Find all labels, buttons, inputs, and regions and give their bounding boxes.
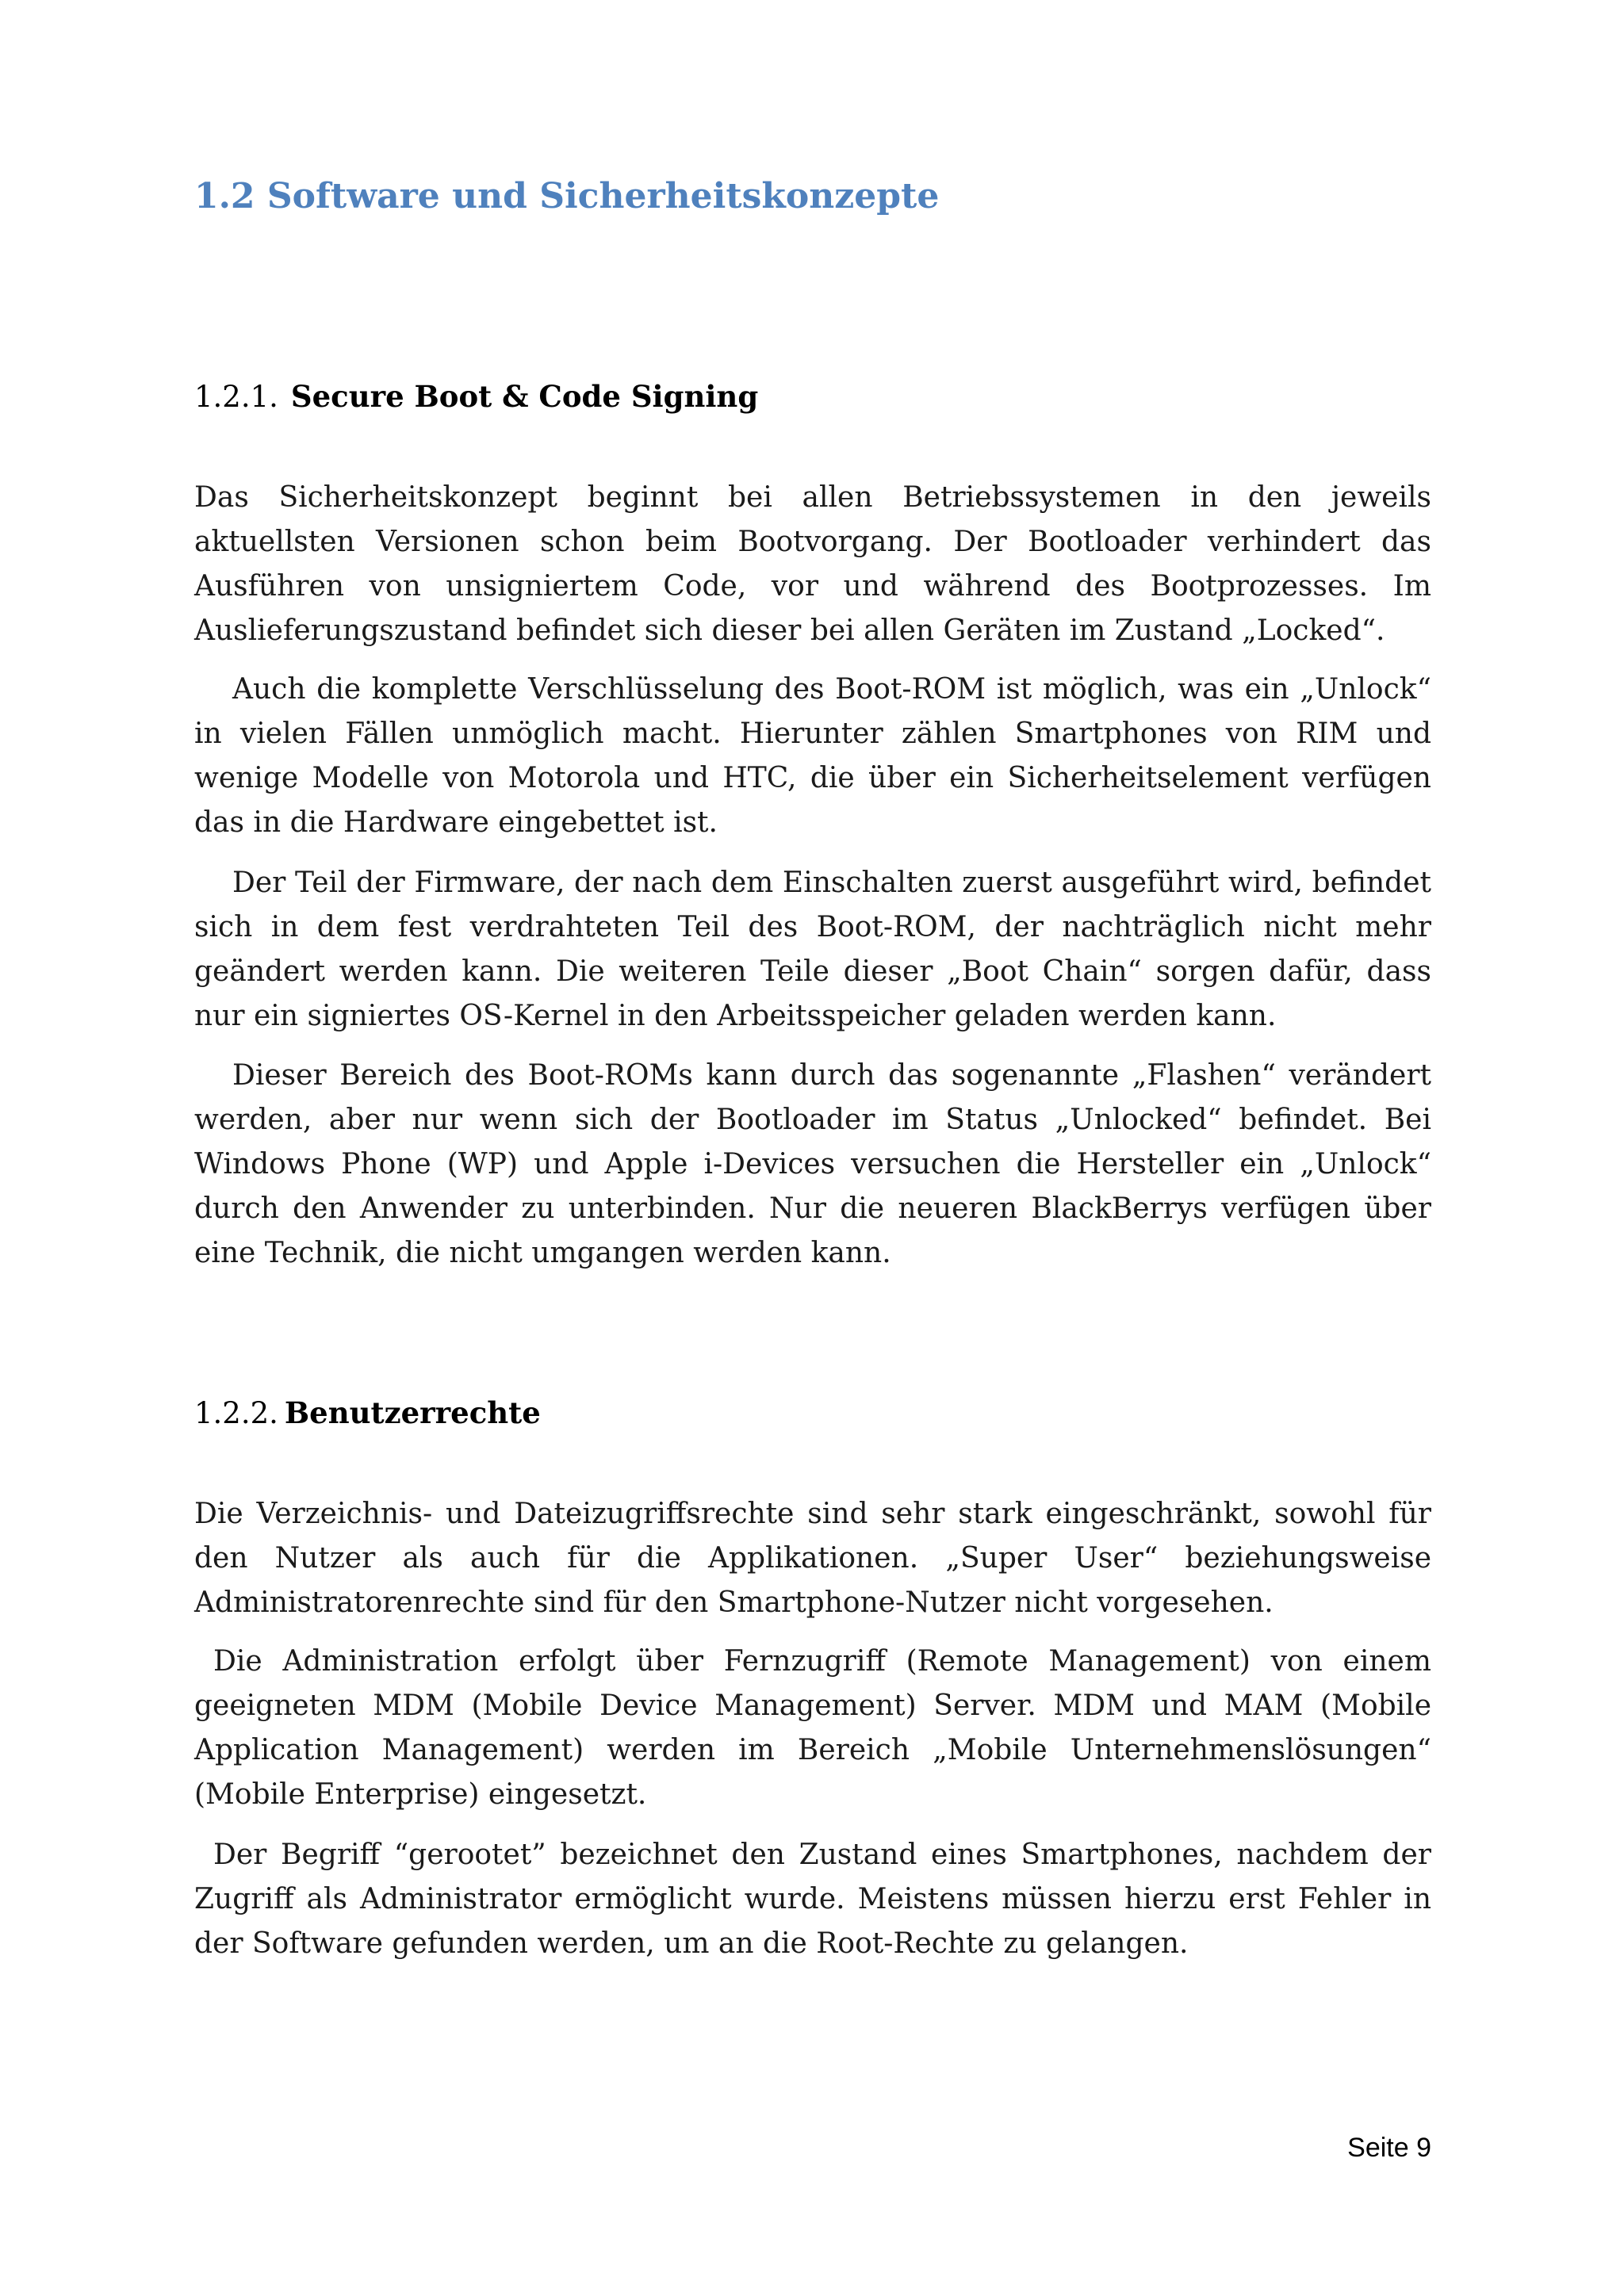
subsection-number: 1.2.2. [194,1396,278,1430]
subsection-heading-secure-boot [194,379,758,414]
paragraph: Auch die komplette Verschlüsselung des Boot-ROM ist möglich, was ein „Unlock“ in vielen Fällen unmöglich macht. Hierunter zählen Smartphones von RIM und wenige Modelle von Motorola und HTC, die über ein Sicherheitselement verfügen das in die Hardware eingebettet ist. [194,673,1431,839]
subsection-heading-benutzerrechte [194,1395,541,1430]
subsection-number: 1.2.1. [194,380,278,414]
paragraph: Die Administration erfolgt über Fernzugriff (Remote Management) von einem geeigneten MDM (Mobile Device Management) Server. MDM und MAM (Mobile Application Management) werden im Bereich „Mobile Unternehmenslösungen“ (Mobile Enterprise) eingesetzt. [194,1645,1431,1811]
subsection-title: Secure Boot & Code Signing [290,379,759,414]
section-title: 1.2 Software und Sicherheitskonzepte [194,176,940,216]
paragraph: Dieser Bereich des Boot-ROMs kann durch das sogenannte „Flashen“ verändert werden, aber nur wenn sich der Bootloader im Status „Unlocked“ befindet. Bei Windows Phone (WP) und Apple i-Devices versuchen die Hersteller ein „Unlock“ durch den Anwender zu unterbinden. Nur die neueren BlackBerrys verfügen über eine Technik, die nicht umgangen werden kann. [194,1059,1431,1269]
subsection-title: Benutzerrechte [284,1395,541,1430]
paragraph: Das Sicherheitskonzept beginnt bei allen Betriebssystemen in den jeweils aktuellsten Versionen schon beim Bootvorgang. Der Bootloader verhindert das Ausführen von unsigniertem Code, vor und während des Bootprozesses. Im Auslieferungszustand befindet sich dieser bei allen Geräten im Zustand „Locked“. [194,481,1431,647]
page-number: Seite 9 [1347,2133,1431,2163]
paragraph: Die Verzeichnis- und Dateizugriffsrechte sind sehr stark eingeschränkt, sowohl für den Nutzer als auch für die Applikationen. „Super User“ beziehungsweise Administratorenrechte sind für den Smartphone-Nutzer nicht vorgesehen. [194,1498,1431,1619]
paragraph: Der Teil der Firmware, der nach dem Einschalten zuerst ausgeführt wird, befindet sich in dem fest verdrahteten Teil des Boot-ROM, der nachträglich nicht mehr geändert werden kann. Die weiteren Teile dieser „Boot Chain“ sorgen dafür, dass nur ein signiertes OS-Kernel in den Arbeitsspeicher geladen werden kann. [194,867,1431,1032]
paragraph: Der Begriff “gerootet” bezeichnet den Zustand eines Smartphones, nachdem der Zugriff als Administrator ermöglicht wurde. Meistens müssen hierzu erst Fehler in der Software gefunden werden, um an die Root-Rechte zu gelangen. [194,1839,1431,1960]
